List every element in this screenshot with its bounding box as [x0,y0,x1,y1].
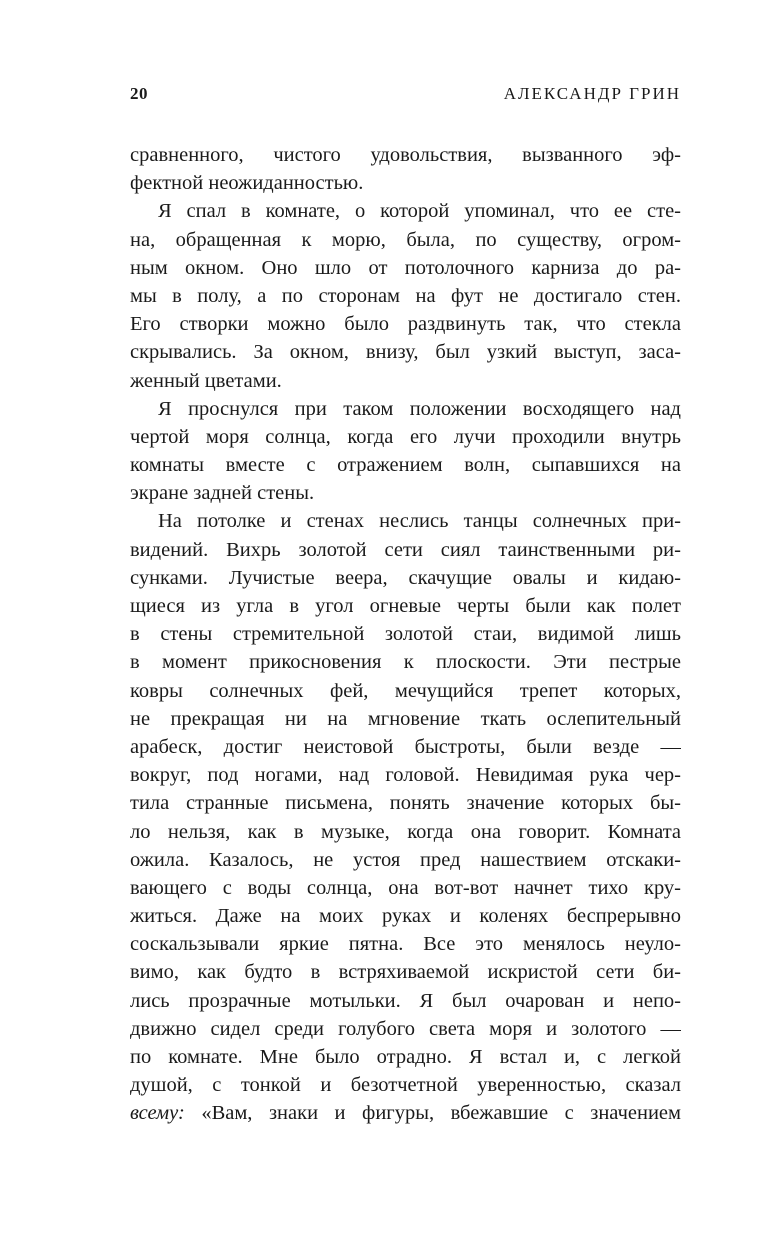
text-segment: лись прозрачные мотыльки. Я был очарован и непо- [130,989,681,1012]
text-line [130,536,681,564]
text-line [130,254,681,282]
text-segment: ным окном. Оно шло от потолочного карниза до ра- [130,256,681,279]
paragraph [130,507,681,1127]
text-segment: Я проснулся при таком положении восходящего над [158,397,681,420]
text-segment: экране задней стены. [130,482,315,505]
text-line [130,620,681,648]
text-segment: соскальзывали яркие пятна. Все это менялось неуло- [130,933,681,956]
paragraph [130,197,681,394]
text-line [130,705,681,733]
paragraph [130,395,681,508]
text-segment: не прекращая ни на мгновение ткать ослепительный [130,707,681,730]
text-segment: чертой моря солнца, когда его лучи проходили внутрь [130,425,681,448]
text-line [130,310,681,338]
text-line [130,282,681,310]
text-segment: скрывались. За окном, внизу, был узкий выступ, заса- [130,341,681,364]
text-line [130,169,681,197]
text-segment: Его створки можно было раздвинуть так, что стекла [130,313,681,336]
text-line [130,733,681,761]
text-line [130,1071,681,1099]
running-header [130,84,681,104]
text-line [130,423,681,451]
text-segment: комнаты вместе с отражением волн, сыпавшихся на [130,454,681,477]
text-segment: житься. Даже на моих руках и коленях беспрерывно [130,905,681,928]
text-line [130,141,681,169]
italic-text-segment: всему: [130,1102,185,1125]
text-segment: движно сидел среди голубого света моря и золотого — [130,1017,681,1040]
text-line [130,987,681,1015]
text-line [130,338,681,366]
text-line [130,479,681,507]
text-line [130,197,681,225]
text-segment: душой, с тонкой и безотчетной уверенностью, сказал [130,1074,681,1097]
paragraph [130,141,681,197]
text-line [130,1015,681,1043]
text-line [130,451,681,479]
text-segment: тила странные письмена, понять значение которых бы- [130,792,681,815]
text-segment: сунками. Лучистые веера, скачущие овалы и кидаю- [130,566,681,589]
text-segment: щиеся из угла в угол огневые черты были как полет [130,595,681,617]
text-segment: арабеск, достиг неистовой быстроты, были везде — [130,735,681,758]
text-line [130,930,681,958]
text-line [130,818,681,846]
text-segment: ожила. Казалось, не устоя пред нашествием отскаки- [130,848,681,871]
text-line [130,1099,681,1127]
text-segment: сравненного, чистого удовольствия, вызванного эф- [130,144,681,166]
text-line [130,395,681,423]
text-segment: на, обращенная к морю, была, по существу, огром- [130,228,681,251]
text-line [130,958,681,986]
text-line [130,846,681,874]
text-segment: вокруг, под ногами, над головой. Невидимая рука чер- [130,764,681,787]
text-line [130,226,681,254]
text-line [130,564,681,592]
text-line [130,902,681,930]
page-number: 20 [130,84,148,103]
text-line [130,367,681,395]
body-text [130,141,681,1128]
text-segment: Я спал в комнате, о которой упоминал, что ее сте- [158,200,681,223]
text-line [130,648,681,676]
text-segment: видений. Вихрь золотой сети сиял таинственными ри- [130,538,681,561]
text-line [130,874,681,902]
text-segment: На потолке и стенах неслись танцы солнечных при- [158,510,681,533]
text-line [130,1043,681,1071]
text-segment: «Вам, знаки и фигуры, вбежавшие с значением [184,1102,681,1125]
running-head-author: АЛЕКСАНДР ГРИН [503,84,681,103]
text-line [130,592,681,620]
text-segment: ковры солнечных фей, мечущийся трепет которых, [130,679,681,702]
text-line [130,789,681,817]
text-segment: женный цветами. [130,369,282,392]
text-line [130,507,681,535]
text-segment: вимо, как будто в встряхиваемой искристой сети би- [130,961,681,984]
text-segment: в стены стремительной золотой стаи, видимой лишь [130,623,681,646]
text-segment: в момент прикосновения к плоскости. Эти пестрые [130,651,681,674]
text-segment: вающего с воды солнца, она вот-вот начнет тихо кру- [130,876,681,899]
text-segment: мы в полу, а по сторонам на фут не достигало стен. [130,284,681,307]
text-segment: ло нельзя, как в музыке, когда она говорит. Комната [130,820,681,843]
text-segment: по комнате. Мне было отрадно. Я встал и, с легкой [130,1046,681,1068]
text-line [130,677,681,705]
text-line [130,761,681,789]
text-segment: фектной неожиданностью. [130,172,364,195]
